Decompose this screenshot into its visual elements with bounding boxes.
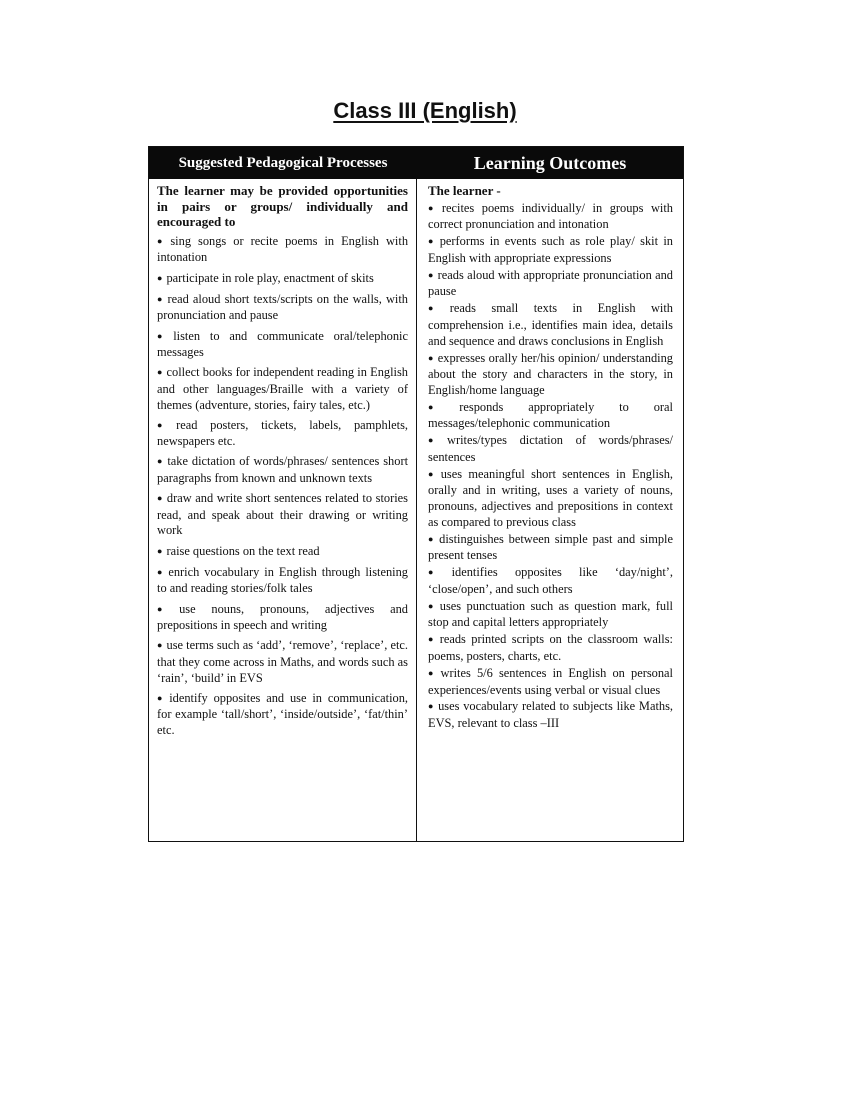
outcome-item bbox=[428, 234, 673, 266]
outcome-item-text: expresses orally her/his opinion/ understanding about the story and characters in the story, in English/home language bbox=[428, 350, 673, 397]
bullet-icon: ● bbox=[157, 235, 167, 246]
outcome-item bbox=[428, 565, 673, 597]
process-item-text: read posters, tickets, labels, pamphlets, newspapers etc. bbox=[157, 417, 408, 449]
outcome-item-text: recites poems individually/ in groups with correct pronunciation and intonation bbox=[428, 200, 673, 232]
outcomes-table bbox=[148, 146, 684, 842]
process-item-text: draw and write short sentences related to stories read, and speak about their drawing or writing work bbox=[157, 491, 408, 538]
outcome-item-text: writes/types dictation of words/phrases/ sentences bbox=[428, 433, 673, 464]
bullet-icon: ● bbox=[428, 303, 446, 314]
bullet-icon: ● bbox=[157, 692, 166, 703]
outcome-item bbox=[428, 400, 673, 432]
process-item bbox=[157, 234, 408, 266]
process-item-text: read aloud short texts/scripts on the walls, with pronunciation and pause bbox=[157, 291, 408, 323]
outcome-item bbox=[428, 351, 673, 399]
process-item bbox=[157, 329, 408, 361]
bullet-icon: ● bbox=[428, 567, 448, 578]
process-item-text: enrich vocabulary in English through listening to and reading stories/folk tales bbox=[157, 564, 408, 596]
learning-outcomes-column bbox=[417, 179, 683, 841]
process-item-text: use terms such as ‘add’, ‘remove’, ‘replace’, etc. that they come across in Maths, and words such as ‘rain’, ‘build’ in EVS bbox=[157, 638, 408, 685]
bullet-icon: ● bbox=[157, 566, 165, 577]
bullet-icon: ● bbox=[157, 456, 164, 467]
process-item-text: sing songs or recite poems in English with intonation bbox=[157, 233, 409, 265]
bullet-icon: ● bbox=[157, 419, 173, 430]
bullet-icon: ● bbox=[428, 401, 456, 412]
outcome-item-text: reads small texts in English with comprehension i.e., identifies main idea, details and sequence and draws conclusions in English bbox=[428, 301, 673, 348]
bullet-icon: ● bbox=[428, 468, 437, 479]
left-column-lead: The learner may be provided opportunities in pairs or groups/ individually and encouraged to bbox=[157, 183, 408, 230]
process-item bbox=[157, 691, 408, 739]
process-item-text: use nouns, pronouns, adjectives and prepositions in speech and writing bbox=[157, 601, 409, 633]
outcome-item bbox=[428, 599, 673, 631]
process-item-text: listen to and communicate oral/telephonic messages bbox=[157, 328, 408, 360]
bullet-icon: ● bbox=[157, 545, 163, 556]
process-item-text: participate in role play, enactment of skits bbox=[166, 270, 374, 285]
outcome-item bbox=[428, 532, 673, 564]
outcome-item bbox=[428, 666, 673, 698]
process-item bbox=[157, 565, 408, 597]
bullet-icon: ● bbox=[428, 634, 436, 645]
process-item bbox=[157, 292, 408, 324]
bullet-icon: ● bbox=[428, 269, 434, 280]
outcome-item bbox=[428, 268, 673, 300]
process-item-text: take dictation of words/phrases/ sentences short paragraphs from known and unknown texts bbox=[157, 454, 409, 486]
bullet-icon: ● bbox=[157, 293, 164, 304]
bullet-icon: ● bbox=[428, 533, 436, 544]
process-item-text: collect books for independent reading in English and other languages/Braille with a variety of themes (adventure, stories, fairy tales, etc.) bbox=[157, 365, 409, 412]
outcome-item-text: writes 5/6 sentences in English on personal experiences/events using verbal or visual clues bbox=[428, 665, 673, 697]
bullet-icon: ● bbox=[157, 367, 163, 378]
outcome-item bbox=[428, 632, 673, 664]
table-header-row bbox=[149, 147, 683, 179]
outcome-item-text: reads aloud with appropriate pronunciation and pause bbox=[428, 267, 673, 299]
bullet-icon: ● bbox=[157, 330, 170, 341]
outcome-item-text: uses punctuation such as question mark, full stop and capital letters appropriately bbox=[428, 598, 673, 630]
process-item-text: identify opposites and use in communication, for example ‘tall/short’, ‘inside/outside’, ‘fat/thin’ etc. bbox=[157, 690, 408, 737]
bullet-icon: ● bbox=[428, 236, 436, 247]
page-title: Class III (English) bbox=[333, 98, 517, 123]
process-item bbox=[157, 365, 408, 413]
bullet-icon: ● bbox=[157, 272, 163, 283]
outcome-item-text: identifies opposites like ‘day/night’, ‘close/open’, and such others bbox=[428, 565, 673, 596]
outcome-item-text: uses meaningful short sentences in English, orally and in writing, uses a variety of nouns, pronouns, adjectives and prepositions in context as compared to previous class bbox=[428, 466, 673, 529]
bullet-icon: ● bbox=[428, 667, 437, 678]
outcome-item bbox=[428, 433, 673, 465]
right-column-lead: The learner - bbox=[428, 183, 501, 198]
outcome-item-text: distinguishes between simple past and simple present tenses bbox=[428, 531, 674, 563]
outcome-item bbox=[428, 699, 673, 731]
process-item-text: raise questions on the text read bbox=[166, 543, 320, 558]
process-item bbox=[157, 271, 408, 288]
outcome-item-text: responds appropriately to oral messages/telephonic communication bbox=[428, 399, 673, 431]
bullet-icon: ● bbox=[428, 701, 435, 712]
process-item bbox=[157, 454, 408, 486]
process-item bbox=[157, 491, 408, 539]
bullet-icon: ● bbox=[428, 435, 444, 446]
bullet-icon: ● bbox=[428, 202, 438, 213]
bullet-icon: ● bbox=[428, 352, 434, 363]
bullet-icon: ● bbox=[157, 603, 176, 614]
outcome-item bbox=[428, 467, 673, 530]
process-item bbox=[157, 544, 408, 561]
process-item bbox=[157, 602, 408, 634]
pedagogical-processes-column bbox=[149, 179, 417, 841]
table-body-row bbox=[149, 179, 683, 841]
outcome-item-text: uses vocabulary related to subjects like Maths, EVS, relevant to class –III bbox=[428, 699, 673, 731]
header-pedagogical-processes: Suggested Pedagogical Processes bbox=[178, 154, 388, 171]
outcome-item bbox=[428, 301, 673, 349]
outcome-item-text: reads printed scripts on the classroom walls: poems, posters, charts, etc. bbox=[428, 632, 674, 663]
bullet-icon: ● bbox=[157, 493, 163, 504]
outcome-item bbox=[428, 201, 673, 233]
header-learning-outcomes: Learning Outcomes bbox=[473, 152, 627, 173]
process-item bbox=[157, 638, 408, 686]
outcome-item-text: performs in events such as role play/ skit in English with appropriate expressions bbox=[428, 234, 674, 265]
process-item bbox=[157, 418, 408, 450]
bullet-icon: ● bbox=[157, 640, 163, 651]
bullet-icon: ● bbox=[428, 600, 436, 611]
